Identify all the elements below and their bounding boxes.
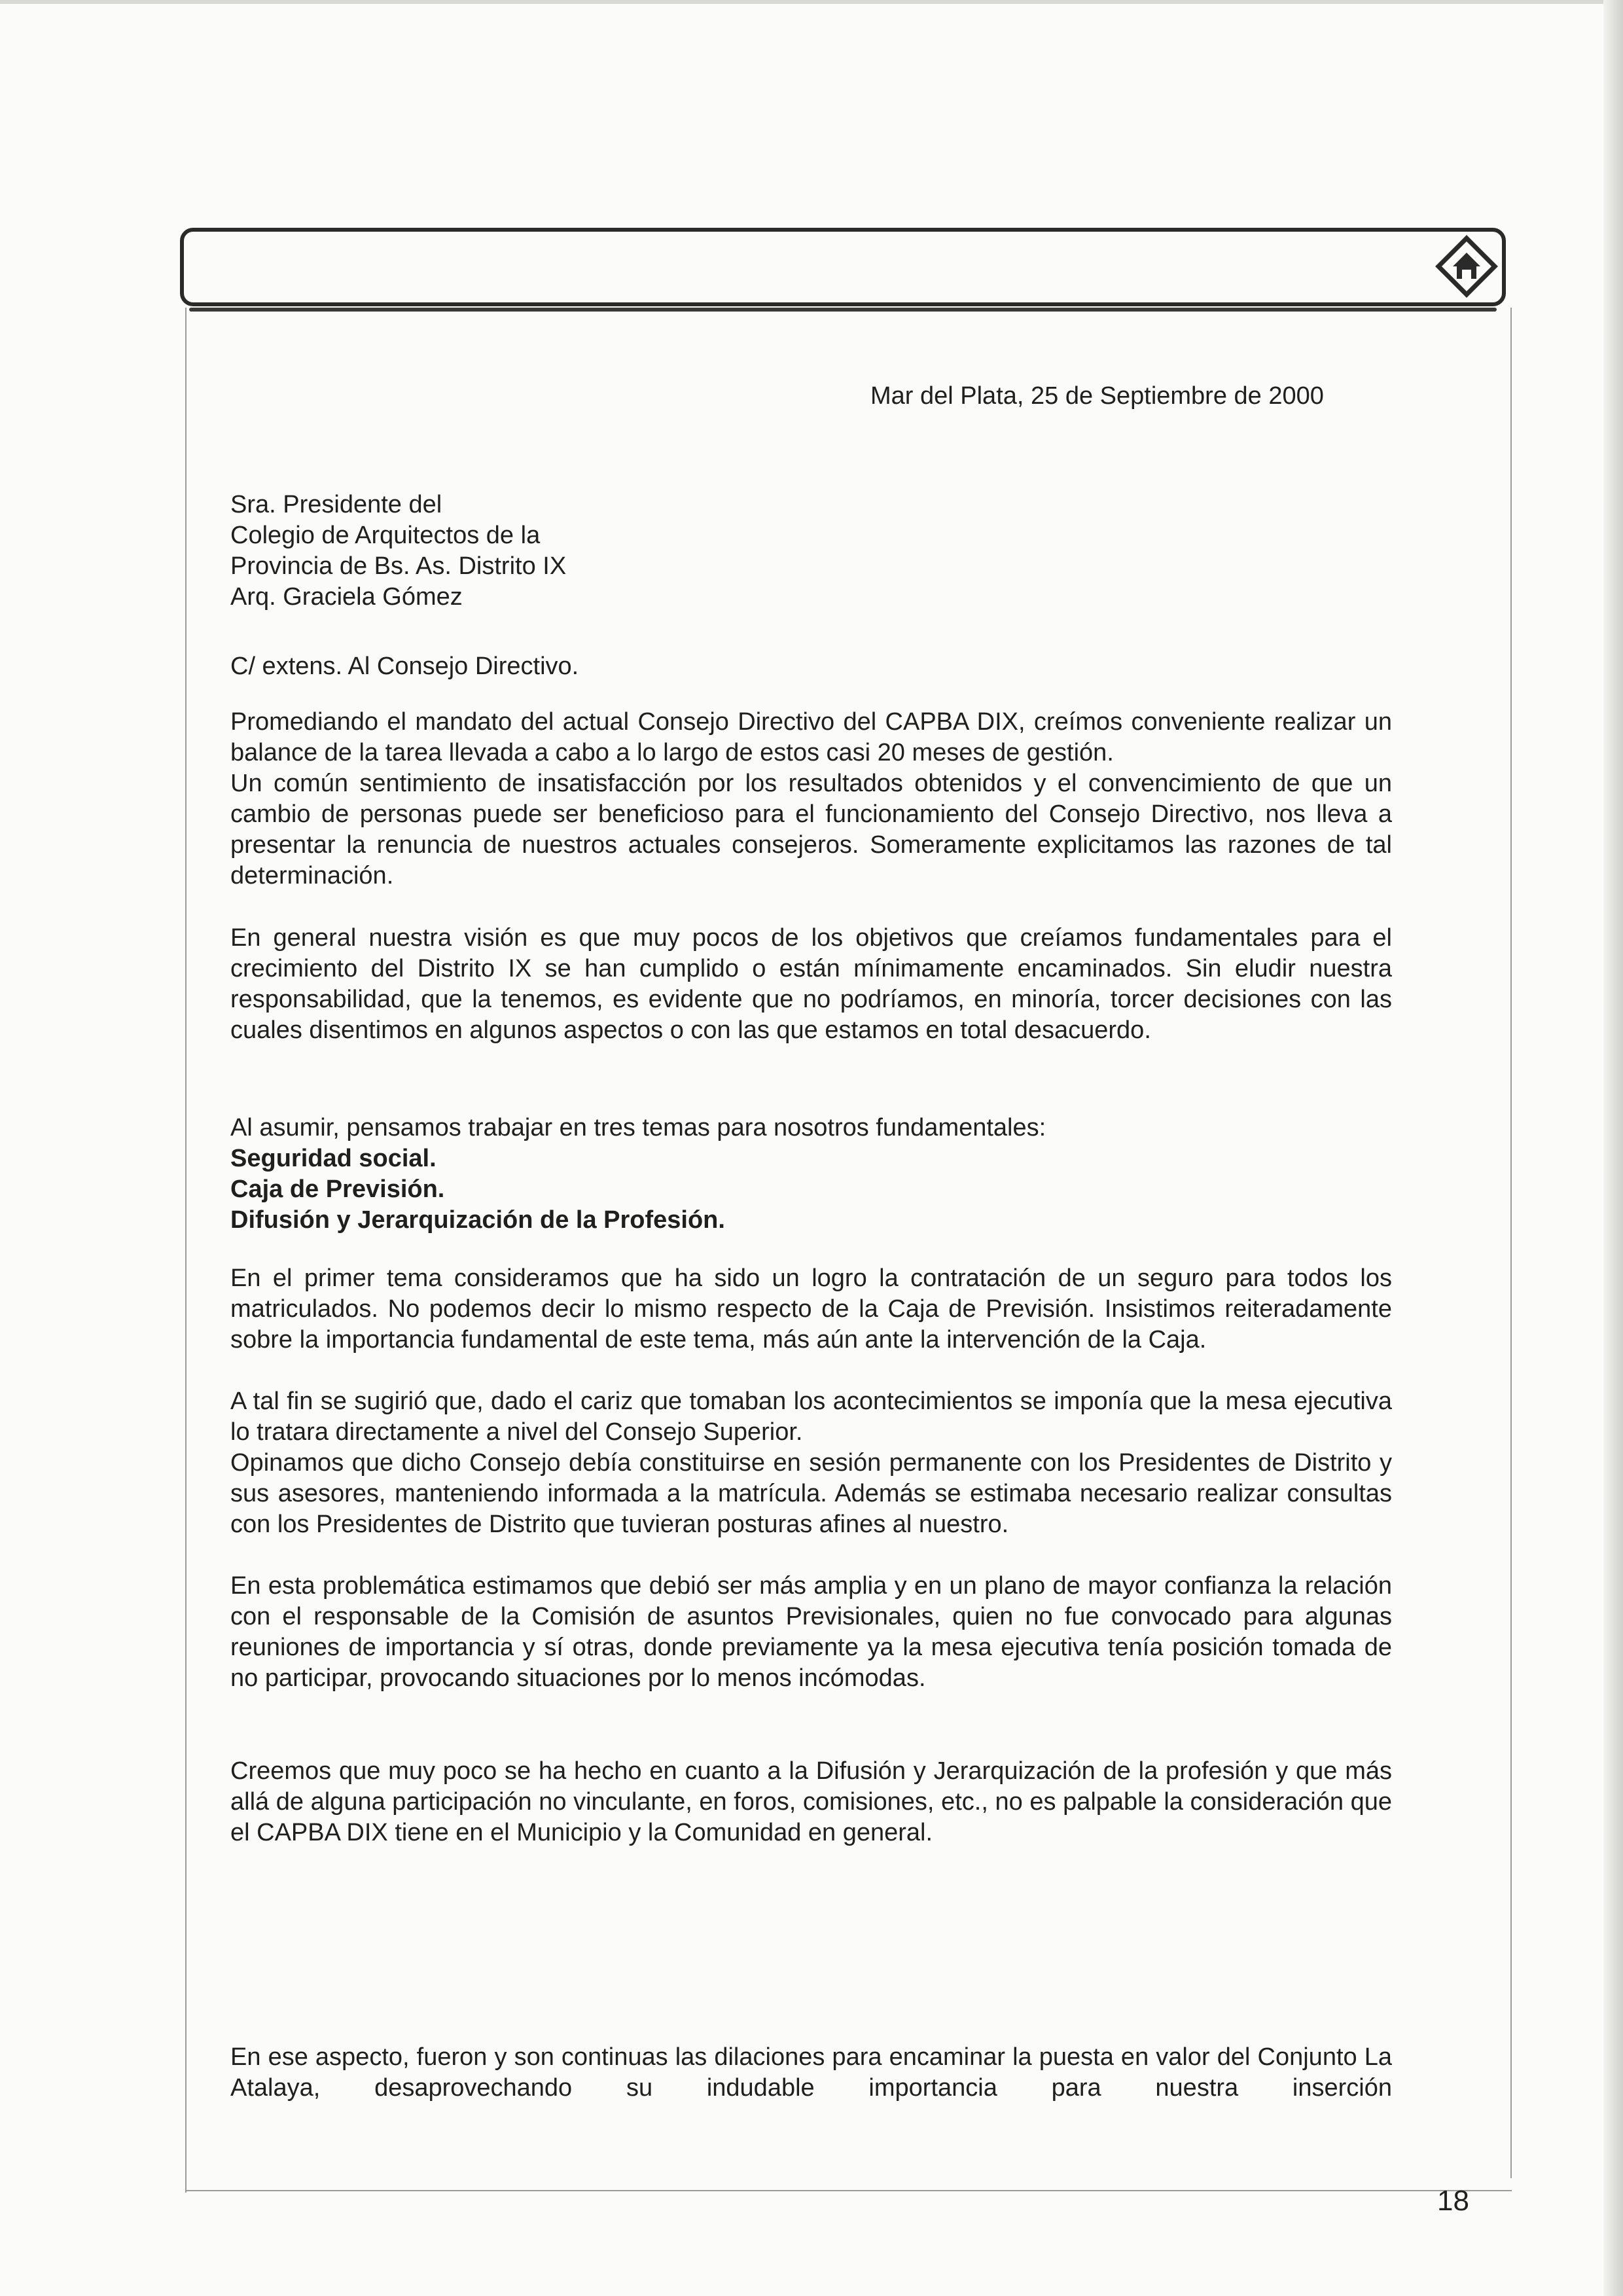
- frame-rule-right: [1510, 308, 1512, 2178]
- page-edge: [0, 0, 1623, 4]
- themes-intro: Al asumir, pensamos trabajar en tres temas para nosotros fundamentales:: [230, 1114, 1046, 1141]
- paragraph: Promediando el mandato del actual Consejo Directivo del CAPBA DIX, creímos conveniente realizar un balance de la tarea llevada a cabo a lo largo de estos casi 20 meses de gestión.: [230, 708, 1392, 766]
- paragraph: Opinamos que dicho Consejo debía constituirse en sesión permanente con los Presidentes de Distrito y sus asesores, manteniendo informada a la matrícula. Además se estimaba necesario realizar consultas con los Presidentes de Distrito que tuvieran posturas afines al nuestro.: [230, 1449, 1392, 1538]
- paragraph: Un común sentimiento de insatisfacción por los resultados obtenidos y el convencimiento de que un cambio de personas puede ser beneficioso para el funcionamiento del Consejo Directivo, nos lleva a presentar la renuncia de nuestros actuales consejeros. Someramente explicitamos las razones de tal determinación.: [230, 770, 1392, 889]
- theme-item: Caja de Previsión.: [230, 1175, 445, 1203]
- themes-block: [230, 1113, 1046, 1236]
- date-line: Mar del Plata, 25 de Septiembre de 2000: [870, 382, 1324, 410]
- frame-rule-left: [185, 308, 187, 2193]
- addressee-line: Provincia de Bs. As. Distrito IX: [230, 552, 567, 580]
- letterhead-frame: [180, 228, 1506, 306]
- paragraph: En el primer tema consideramos que ha sido un logro la contratación de un seguro para todos los matriculados. No podemos decir lo mismo respecto de la Caja de Previsión. Insistimos reiteradamente sobre la importancia fundamental de este tema, más aún ante la intervención de la Caja.: [230, 1265, 1392, 1354]
- paragraph: A tal fin se sugirió que, dado el cariz que tomaban los acontecimientos se imponía que la mesa ejecutiva lo tratara directamente a nivel del Consejo Superior.: [230, 1388, 1392, 1446]
- capba-logo-icon: [1431, 230, 1503, 302]
- paragraph: En esta problemática estimamos que debió ser más amplia y en un plano de mayor confianza la relación con el responsable de la Comisión de asuntos Previsionales, quien no fue convocado para algunas reuniones de importancia y sí otras, donde previamente ya la mesa ejecutiva tenía posición tomada de no participar, provocando situaciones por lo menos incómodas.: [230, 1572, 1392, 1692]
- theme-item: Difusión y Jerarquización de la Profesión.: [230, 1206, 725, 1234]
- paragraph: En ese aspecto, fueron y son continuas las dilaciones para encaminar la puesta en valor del Conjunto La Atalaya, desaprovechando su indudable importancia para nuestra inserción: [230, 2043, 1392, 2102]
- page-number: 18: [1437, 2185, 1469, 2217]
- copy-to-line: C/ extens. Al Consejo Directivo.: [230, 653, 579, 680]
- page-shadow: [1603, 0, 1623, 2296]
- frame-rule-bottom: [185, 2190, 1512, 2191]
- addressee-line: Colegio de Arquitectos de la: [230, 522, 541, 549]
- paragraph: En general nuestra visión es que muy pocos de los objetivos que creíamos fundamentales para el crecimiento del Distrito IX se han cumplido o están mínimamente encaminados. Sin eludir nuestra responsabilidad, que la tenemos, es evidente que no podríamos, en minoría, torcer decisiones con las cuales disentimos en algunos aspectos o con las que estamos en total desacuerdo.: [230, 924, 1392, 1044]
- paragraph: Creemos que muy poco se ha hecho en cuanto a la Difusión y Jerarquización de la profesión y que más allá de alguna participación no vinculante, en foros, comisiones, etc., no es palpable la consideración que el CAPBA DIX tiene en el Municipio y la Comunidad en general.: [230, 1757, 1392, 1846]
- addressee-line: Sra. Presidente del: [230, 491, 442, 518]
- theme-item: Seguridad social.: [230, 1145, 437, 1172]
- addressee-block: [230, 490, 566, 613]
- addressee-line: Arq. Graciela Gómez: [230, 583, 463, 611]
